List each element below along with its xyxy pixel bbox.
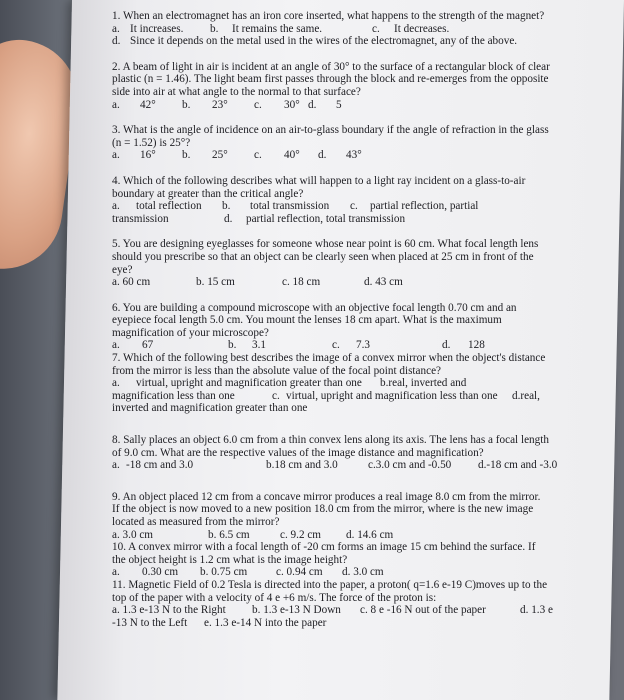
question-text: plastic (n = 1.46). The light beam first passes through the block and re-emerges from the opposite (112, 73, 549, 86)
option-text: partial reflection, partial (370, 200, 479, 213)
option-letter: a. (112, 200, 120, 213)
question-6 (112, 302, 612, 352)
option-letter: c. (272, 389, 280, 402)
question-text: 11. Magnetic Field of 0.2 Tesla is directed into the paper, a proton( q=1.6 e-19 C)moves up to the (112, 578, 548, 591)
option-text: 0.30 cm (142, 566, 179, 579)
option-text: d. 3.0 cm (342, 566, 384, 579)
option-letter: c. (350, 200, 358, 213)
option-text: partial reflection, total transmission (246, 212, 406, 225)
option-text: total reflection (136, 200, 202, 213)
question-text: 9. An object placed 12 cm from a concave mirror produces a real image 8.0 cm from the mirror. (112, 490, 541, 503)
question-3 (112, 124, 612, 162)
option-letter: a. (112, 98, 120, 111)
option-text: -18 cm and 3.0 (126, 459, 194, 472)
options-row (112, 529, 612, 542)
question-text: of 9.0 cm. What are the respective values of the image distance and magnification? (112, 446, 484, 459)
option-text: 42° (140, 98, 156, 111)
question-text: 3. What is the angle of incidence on an air-to-glass boundary if the angle of refraction in the glass (112, 124, 549, 137)
question-text: 2. A beam of light in air is incident at an angle of 30° to the surface of a rectangular block of clear (112, 60, 550, 73)
option-text: 5 (336, 98, 342, 111)
question-text: side into air at what angle to the normal to that surface? (112, 85, 361, 98)
option-text: a. 1.3 e-13 N to the Right (112, 604, 226, 617)
option-letter: c. (332, 339, 340, 352)
question-text: magnification of your microscope? (112, 326, 269, 339)
option-text: b. 6.5 cm (208, 528, 250, 541)
option-letter: b. (228, 339, 237, 352)
option-text: 40° (284, 149, 300, 162)
option-text: b. 15 cm (196, 276, 235, 289)
option-letter: c. (372, 22, 380, 35)
option-letter: a. (112, 566, 120, 579)
option-text: 7.3 (356, 339, 370, 352)
option-letter: c. (254, 149, 262, 162)
option-letter: b. (182, 149, 191, 162)
options-row (112, 377, 612, 390)
options-row (112, 402, 612, 415)
options-row (112, 35, 612, 48)
question-11 (112, 579, 612, 629)
option-text: c. 8 e -16 N out of the paper (360, 604, 486, 617)
options-row (112, 604, 612, 617)
question-5 (112, 238, 612, 288)
option-text: 16° (140, 149, 156, 162)
option-letter: a. (112, 149, 120, 162)
option-letter: a. (112, 377, 120, 390)
option-text: d. 14.6 cm (346, 528, 394, 541)
question-text: eyepiece focal length 5.0 cm. You mount the lenses 18 cm apart. What is the maximum (112, 314, 502, 327)
option-text: d.-18 cm and -3.0 (478, 459, 558, 472)
option-text: b. 0.75 cm (200, 566, 248, 579)
options-row (112, 99, 612, 112)
option-letter: a. (112, 339, 120, 352)
options-row (112, 149, 612, 162)
options-row (112, 213, 612, 226)
options-row (112, 566, 612, 579)
question-text: 8. Sally places an object 6.0 cm from a thin convex lens along its axis. The lens has a focal length (112, 434, 549, 447)
option-text: It increases. (130, 22, 184, 35)
option-letter: d. (112, 35, 121, 48)
option-text: 67 (142, 339, 154, 352)
question-text: If the object is now moved to a new position 18.0 cm from the mirror, where is the new image (112, 503, 534, 516)
option-text: d.real, (512, 389, 540, 402)
option-text: It remains the same. (232, 22, 323, 35)
option-text: e. 1.3 e-14 N into the paper (204, 616, 327, 629)
option-letter: d. (308, 98, 317, 111)
option-text: -13 N to the Left (112, 616, 188, 629)
option-letter: c. (254, 98, 262, 111)
options-row (112, 276, 612, 289)
option-text: d. 43 cm (364, 276, 403, 289)
question-text: 4. Which of the following describes what will happen to a light ray incident on a glass-to-air (112, 174, 526, 187)
options-row (112, 23, 612, 36)
options-row (112, 617, 612, 630)
question-text: should you prescribe so that an object can be clearly seen when placed at 25 cm in front of the (112, 250, 534, 263)
option-text: Since it depends on the metal used in the wires of the electromagnet, any of the above. (130, 35, 518, 48)
worksheet (112, 10, 612, 629)
option-letter: b. (222, 200, 231, 213)
option-text: total transmission (250, 200, 330, 213)
question-text: top of the paper with a velocity of 4 e +6 m/s. The force of the proton is: (112, 591, 437, 604)
option-text: c.3.0 cm and -0.50 (368, 459, 452, 472)
option-text: magnification less than one (112, 389, 235, 402)
option-text: a. 60 cm (112, 276, 151, 289)
question-1 (112, 10, 612, 48)
option-text: c. 0.94 cm (276, 566, 323, 579)
question-text: 6. You are building a compound microscope with an objective focal length 0.70 cm and an (112, 301, 517, 314)
option-letter: b. (182, 98, 191, 111)
question-text: located as measured from the mirror? (112, 516, 280, 528)
option-text: c. 9.2 cm (280, 528, 322, 541)
option-text: b. 1.3 e-13 N Down (252, 604, 341, 617)
option-text: a. 3.0 cm (112, 528, 154, 541)
question-7 (112, 352, 612, 415)
option-text: d. 1.3 e (520, 604, 553, 617)
options-row (112, 200, 612, 213)
option-text: 23° (212, 98, 228, 111)
option-letter: d. (318, 149, 327, 162)
option-text: virtual, upright and magnification less than one (286, 389, 498, 402)
question-text: eye? (112, 263, 133, 276)
option-text: inverted and magnification greater than one (112, 402, 308, 415)
question-text: from the mirror is less than the absolute value of the focal point distance? (112, 364, 441, 377)
option-text: virtual, upright and magnification greater than one (136, 377, 362, 390)
question-text: 5. You are designing eyeglasses for someone whose near point is 60 cm. What focal length lens (112, 238, 539, 251)
question-text: 10. A convex mirror with a focal length of -20 cm forms an image 15 cm behind the surface. If (112, 541, 536, 554)
options-row (112, 390, 612, 403)
question-text: 1. When an electromagnet has an iron core inserted, what happens to the strength of the magnet? (112, 10, 545, 22)
option-letter: d. (442, 339, 451, 352)
option-text: 43° (346, 149, 362, 162)
question-4 (112, 175, 612, 225)
question-2 (112, 61, 612, 111)
option-letter: a. (112, 22, 120, 35)
option-letter: a. (112, 459, 120, 472)
option-text: b.18 cm and 3.0 (266, 459, 338, 472)
question-10 (112, 541, 612, 579)
question-text: (n = 1.52) is 25°? (112, 136, 191, 149)
question-text: boundary at greater than the critical angle? (112, 187, 304, 200)
option-text: 25° (212, 149, 228, 162)
options-row (112, 339, 612, 352)
options-row (112, 459, 612, 472)
option-letter: b. (210, 22, 219, 35)
option-text: b.real, inverted and (380, 377, 467, 390)
option-text: 30° (284, 98, 300, 111)
option-text: transmission (112, 212, 169, 225)
question-text: 7. Which of the following best describes the image of a convex mirror when the object's distance (112, 352, 546, 365)
option-text: 128 (468, 339, 485, 352)
question-8 (112, 434, 612, 472)
option-letter: d. (224, 212, 233, 225)
option-text: 3.1 (252, 339, 266, 352)
option-text: c. 18 cm (282, 276, 321, 289)
question-text: the object height is 1.2 cm what is the image height? (112, 553, 348, 566)
option-text: It decreases. (394, 22, 450, 35)
question-9 (112, 491, 612, 541)
